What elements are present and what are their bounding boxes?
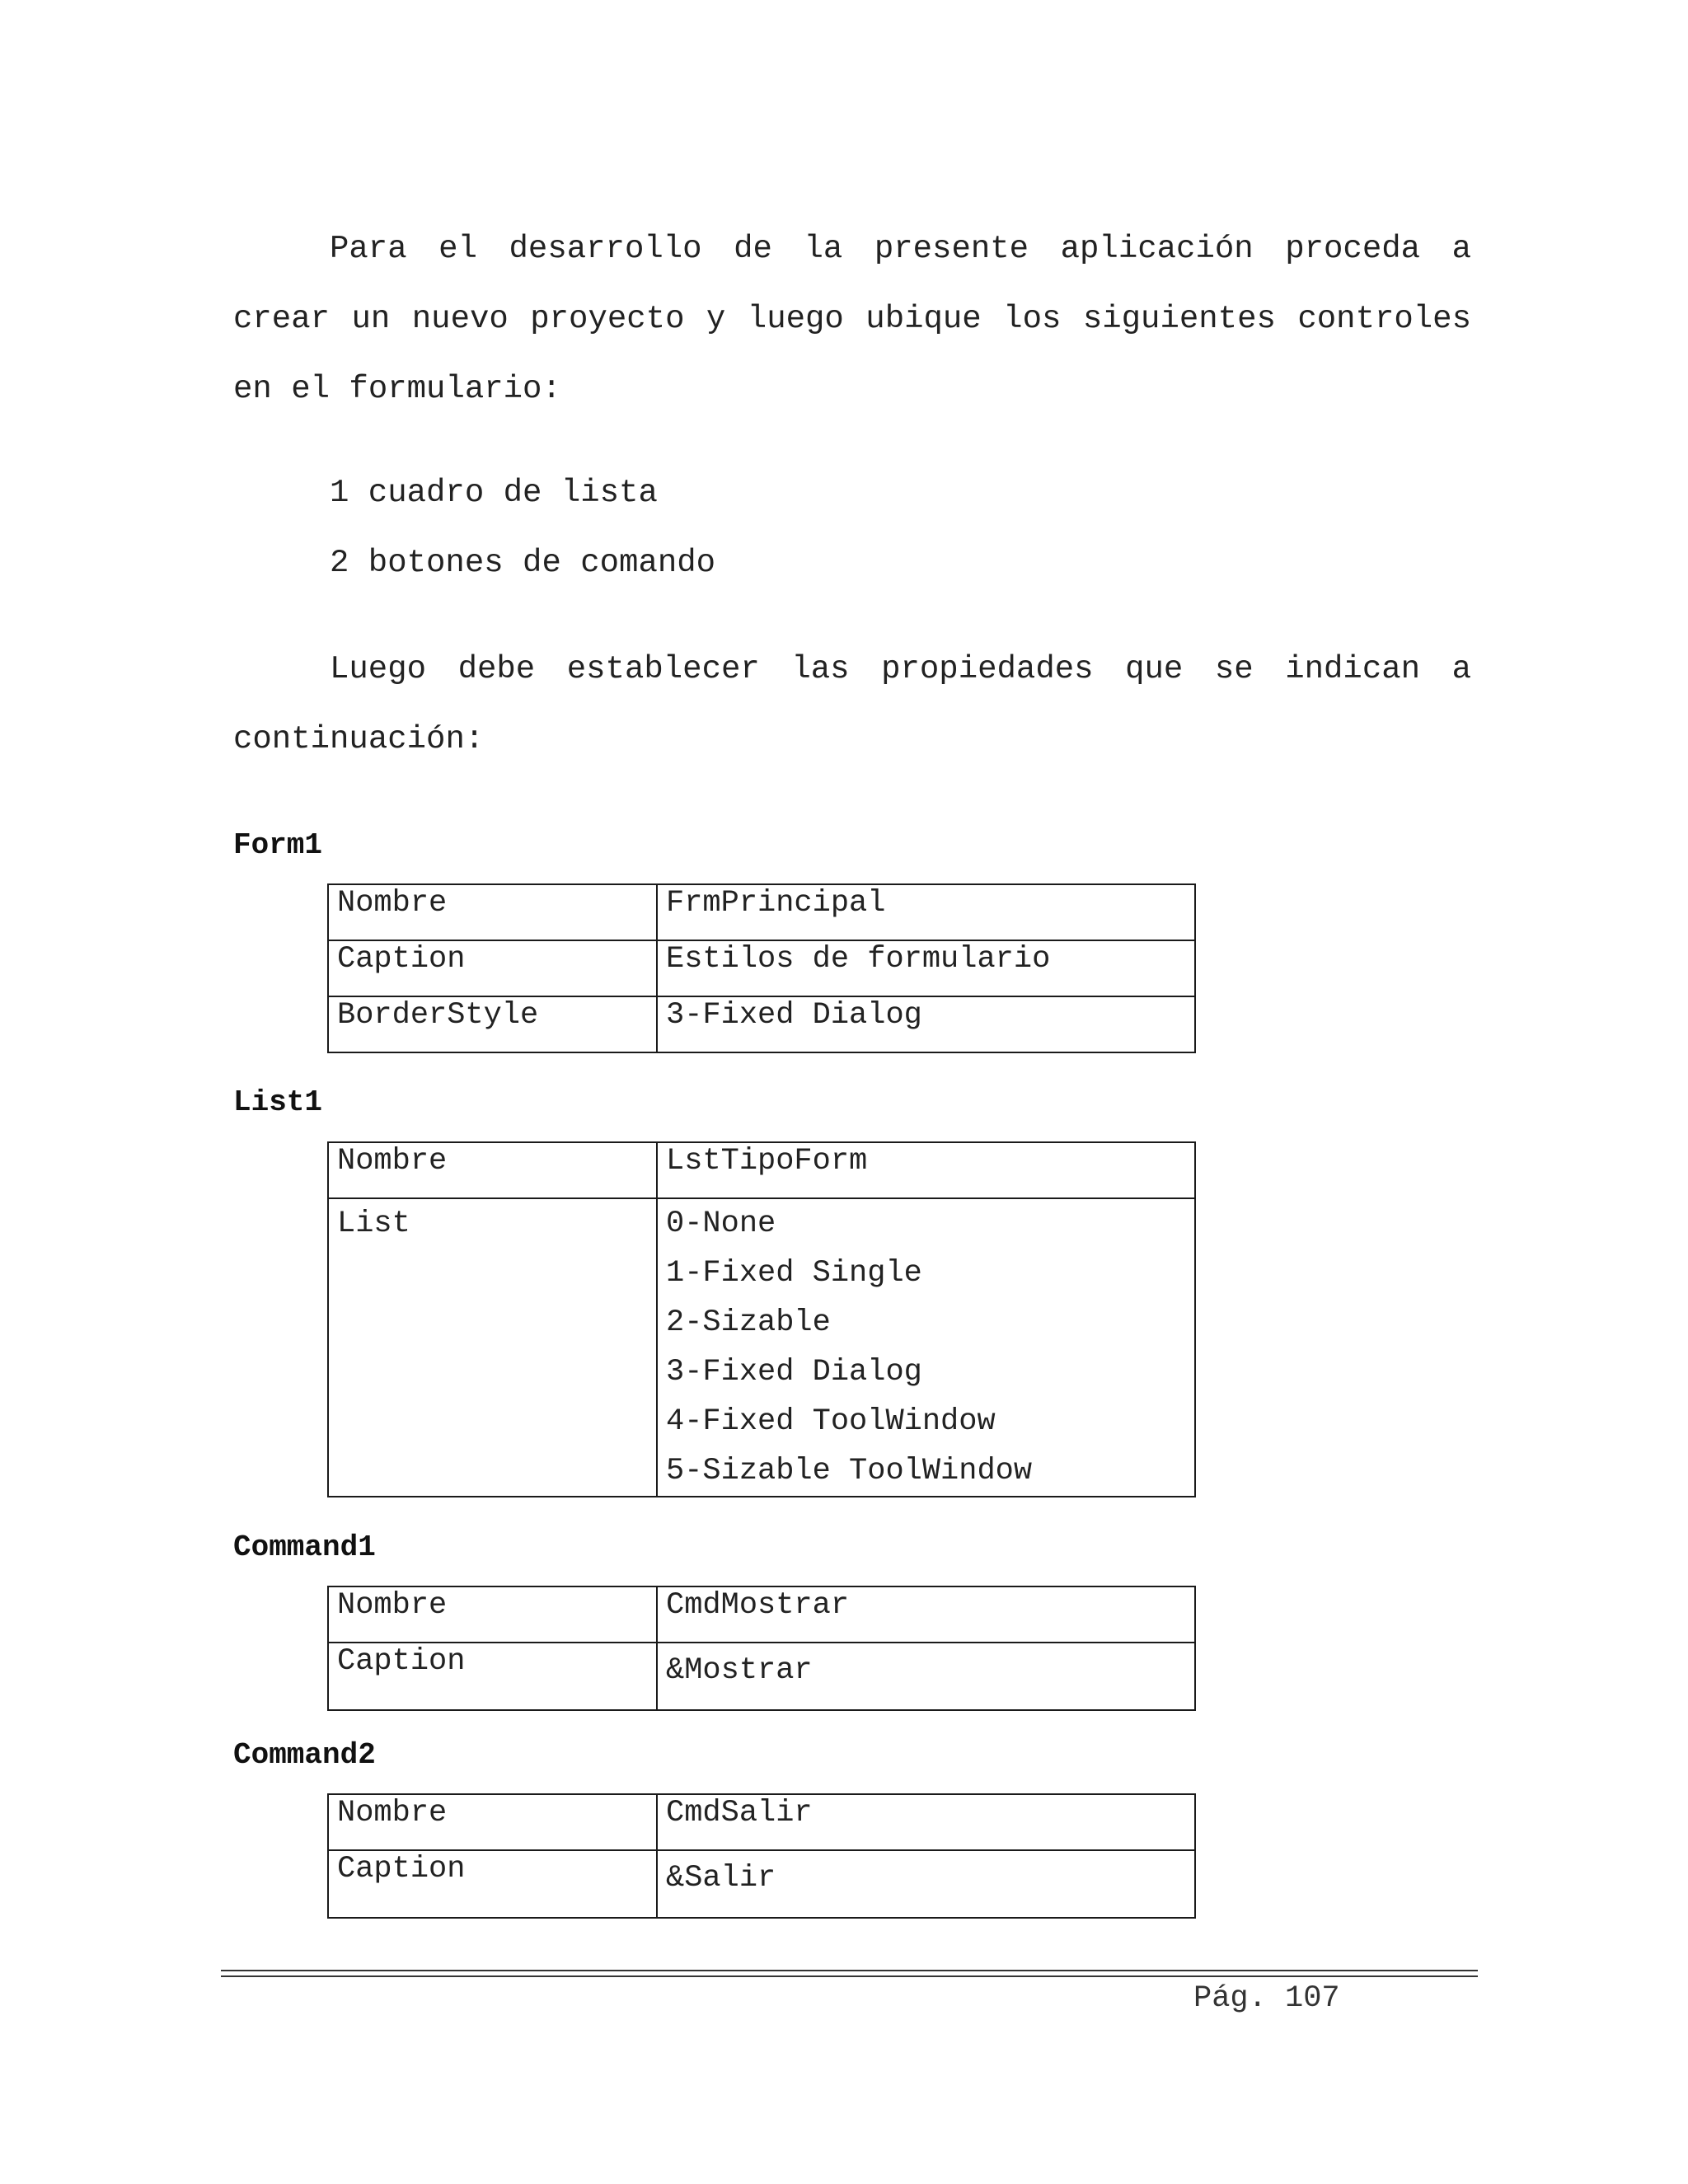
table-row	[328, 940, 1195, 996]
property-name: Nombre	[328, 884, 657, 940]
property-name: List	[328, 1198, 657, 1497]
property-name: BorderStyle	[328, 996, 657, 1052]
list-value-item: 1-Fixed Single	[666, 1256, 922, 1291]
table-row	[328, 1794, 1195, 1850]
form1-properties-table	[327, 883, 1196, 1053]
property-name: Caption	[328, 940, 657, 996]
property-value: LstTipoForm	[657, 1142, 1195, 1198]
footer-divider	[221, 1975, 1478, 1977]
command2-properties-table	[327, 1793, 1196, 1919]
property-value-list	[657, 1198, 1195, 1497]
control-list-item: 2 botones de comando	[330, 545, 716, 581]
property-name: Nombre	[328, 1586, 657, 1643]
list-value-item: 5-Sizable ToolWindow	[666, 1454, 1033, 1488]
property-name: Nombre	[328, 1142, 657, 1198]
property-value: 3-Fixed Dialog	[657, 996, 1195, 1052]
property-name: Caption	[328, 1643, 657, 1710]
list1-properties-table	[327, 1141, 1196, 1497]
intro-paragraph: Para el desarrollo de la presente aplicación proceda a crear un nuevo proyecto y luego ubique los siguientes controles en el formulario:	[233, 231, 1471, 407]
command2-heading: Command2	[233, 1738, 376, 1772]
table-row	[328, 1198, 1195, 1497]
footer-divider	[221, 1970, 1478, 1971]
property-value: CmdSalir	[657, 1794, 1195, 1850]
property-value: &Mostrar	[657, 1643, 1195, 1710]
list1-heading: List1	[233, 1085, 323, 1119]
page-number: Pág. 107	[1193, 1981, 1340, 2016]
table-row	[328, 1142, 1195, 1198]
table-row	[328, 1643, 1195, 1710]
property-value: CmdMostrar	[657, 1586, 1195, 1643]
command1-heading: Command1	[233, 1530, 376, 1564]
property-value: FrmPrincipal	[657, 884, 1195, 940]
properties-intro-paragraph: Luego debe establecer las propiedades que se indican a continuación:	[233, 651, 1471, 757]
property-name: Caption	[328, 1850, 657, 1918]
table-row	[328, 1586, 1195, 1643]
list-value-item: 3-Fixed Dialog	[666, 1355, 922, 1390]
list-value-item: 4-Fixed ToolWindow	[666, 1404, 996, 1439]
table-row	[328, 1850, 1195, 1918]
property-value: Estilos de formulario	[657, 940, 1195, 996]
list-value-item: 2-Sizable	[666, 1305, 831, 1340]
table-row	[328, 996, 1195, 1052]
control-list-item: 1 cuadro de lista	[330, 475, 658, 511]
table-row	[328, 884, 1195, 940]
property-value: &Salir	[657, 1850, 1195, 1918]
list-value-item: 0-None	[666, 1207, 776, 1241]
property-name: Nombre	[328, 1794, 657, 1850]
form1-heading: Form1	[233, 828, 323, 862]
command1-properties-table	[327, 1586, 1196, 1711]
